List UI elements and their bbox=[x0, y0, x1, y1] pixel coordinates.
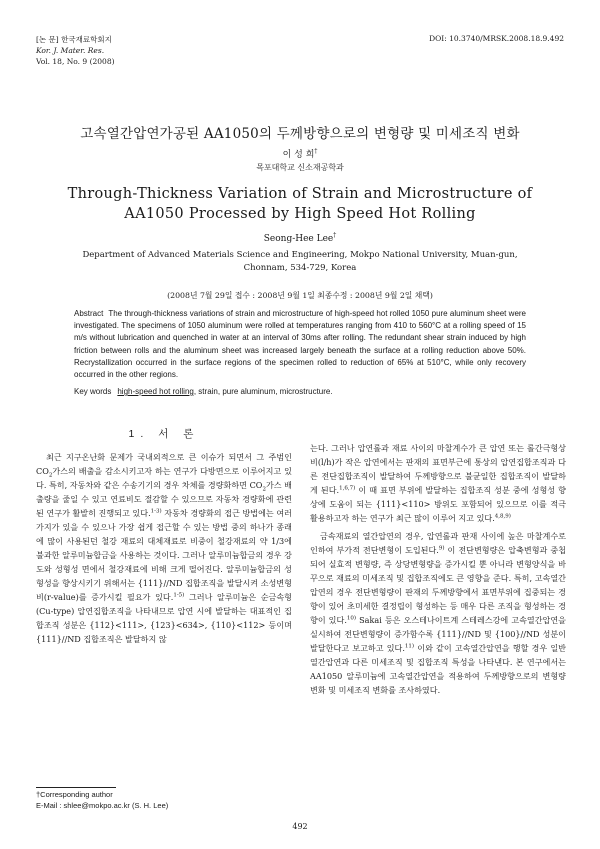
journal-header bbox=[36, 34, 115, 67]
journal-name: [논 문] 한국재료학회지 bbox=[36, 35, 112, 44]
title-english: Through-Thickness Variation of Strain and Microstructure of AA1050 Processed by High Speed Hot Rolling bbox=[67, 186, 533, 222]
page-number: 492 bbox=[292, 822, 308, 831]
affiliation-korean: 목포대학교 신소재공학과 bbox=[256, 163, 344, 172]
affiliation-english: Department of Advanced Materials Science and Engineering, Mokpo National University, Muan-gun, Chonnam, 534-729, Korea bbox=[82, 250, 518, 273]
submission-dates: (2008년 7월 29일 접수 : 2008년 9월 1일 최종수정 : 2008년 9월 2일 채택) bbox=[167, 291, 433, 300]
author-english: Seong-Hee Lee† bbox=[263, 232, 337, 244]
title-korean: 고속열간압연가공된 AA1050의 두께방향으로의 변형량 및 미세조직 변화 bbox=[80, 126, 520, 142]
footnote-divider bbox=[36, 787, 116, 788]
paragraph: 최근 지구온난화 문제가 국내외적으로 큰 이슈가 되면서 그 주범인 $CO_2$가스의 배출을 감소시키고자 하는 연구가 다방면으로 이루어지고 있다. 특히, 자동차와 같은 수송기기의 경우 차체를 경량화하면 $CO_2$가스 배출량을 줄일 수 있고 연료비도 절감할 수 있으므로 자동차 경량화에 관련된 연구가 활발히 진행되고 있다.$^{1-3)}$ 자동차 경량화의 접근 방법에는 여러 가지가 있을 수 있으나 가장 쉽게 접근할 수 있는 방법 중의 하나가 종래에 많이 사용된던 철강 재료의 대체재료로 비중이 철강재료의 약 1/3에 불과한 알루미늄합금을 사용하는 것이다. 그러나 알루미늄합금의 경우 강도와 성형성 면에서 철강재료에 비해 크게 떨어진다. 알루미늄합금의 성형성을 향상시키기 위해서는 {111}//ND 집합조직을 발달시켜 소성변형비(r-value)를 증가시킬 필요가 있다.$^{1-5)}$ 그러나 알루미늄은 순금속형(Cu-type) 압연집합조직을 나타내므로 압연 시에 발달하는 대표적인 집합조직 성분은 {112}<111>, {123}<634>, {110}<112> 등이며 {111}//ND 집합조직은 발달하지 않 bbox=[36, 452, 292, 644]
abstract bbox=[74, 308, 526, 381]
doi: DOI: 10.3740/MRSK.2008.18.9.492 bbox=[429, 34, 564, 43]
journal-volume: Vol. 18, No. 9 (2008) bbox=[36, 57, 115, 66]
keywords-label: Key words bbox=[74, 387, 112, 396]
footnote: †Corresponding author E-Mail : shlee@mokpo.ac.kr (S. H. Lee) bbox=[36, 790, 169, 810]
abstract-label: Abstract bbox=[74, 309, 104, 318]
journal-abbrev: Kor. J. Mater. Res. bbox=[36, 46, 105, 55]
author-korean: 이 성 희† bbox=[282, 148, 318, 160]
paragraph: 금속재료의 열간압연의 경우, 압연롤과 판재 사이에 높은 마찰계수로 인하여 부가적 전단변형이 도입된다.$^{9)}$ 이 전단변형량은 압축변형과 중첩되어 실효적 변형량, 즉 상당변형량을 증가시킬 뿐 아니라 변형양식을 바꾸으로 재료의 미세조직 및 집합조직에도 큰 영향을 준다. 특히, 고속열간압연의 경우 전단변형량이 판재의 두께방향에서 표면부위에 집중되는 경향이 있어 초미세한 결정립이 형성하는 등 매우 다른 조직을 형성하는 경향이 있다.$^{10)}$ Sakai 등은 오스테나이트계 스테레스강에 고속열간압연을 실시하여 전단변형량이 증가함수록 {111}//ND 및 {100}//ND 성분이 발달한다고 보고하고 있다.$^{11)}$ 이와 같이 고속열간압연을 행할 경우 일반 열간압연과 다른 미세조직 및 집합조직 특성을 나타낸다. 본 연구에서는 AA1050 알루미늄에 고속열간압연을 적용하여 두께방향으로의 변형량 변화 및 미세조직 변화를 조사하였다. bbox=[310, 531, 566, 695]
body-column-right bbox=[310, 441, 566, 697]
body-column-left bbox=[36, 450, 292, 646]
abstract-text: The through-thickness variations of strain and microstructure of high-speed hot rolled 1050 pure aluminum sheet were investigated. The specimens of 1050 aluminum were rolled at temperatures ranging from 410 to 560°C at a rolling speed of 15 m/s without lubrication and quenched in water at an interval of 30ms after rolling. The redundant shear strain induced by high friction between rolls and the aluminum sheet was increased largely beneath the surface at a rolling reduction above 50%. Recrystallization occurred in the surface regions of the specimen rolled to reduction of 65% at 510°C, while only recovery occurred in the other regions. bbox=[74, 309, 526, 380]
paragraph: 는다. 그러나 압연롤과 재료 사이의 마찰계수가 큰 압연 또는 롤간극형상비(l/h)가 작은 압연에서는 판재의 표면부근에 통상의 압연집합조직과 다른 전단집합조직이 발달하여 두께방향으로 불균일한 집합조직이 발달하게 된다.$^{1,6,7)}$ 이 때 표면 부위에 발달하는 집합조직 성분 중에 성형성 향상에 도움이 되는 {111}<110> 방위도 포함되어 있으므로 이를 적극 활용하고자 하는 연구가 최근 많이 이루어 지고 있다.$^{4,8,9)}$ bbox=[310, 443, 566, 523]
section-heading: 1. 서 론 bbox=[128, 428, 200, 440]
keywords: Key words high-speed hot rolling, strain, pure aluminum, microstructure. bbox=[74, 387, 333, 396]
